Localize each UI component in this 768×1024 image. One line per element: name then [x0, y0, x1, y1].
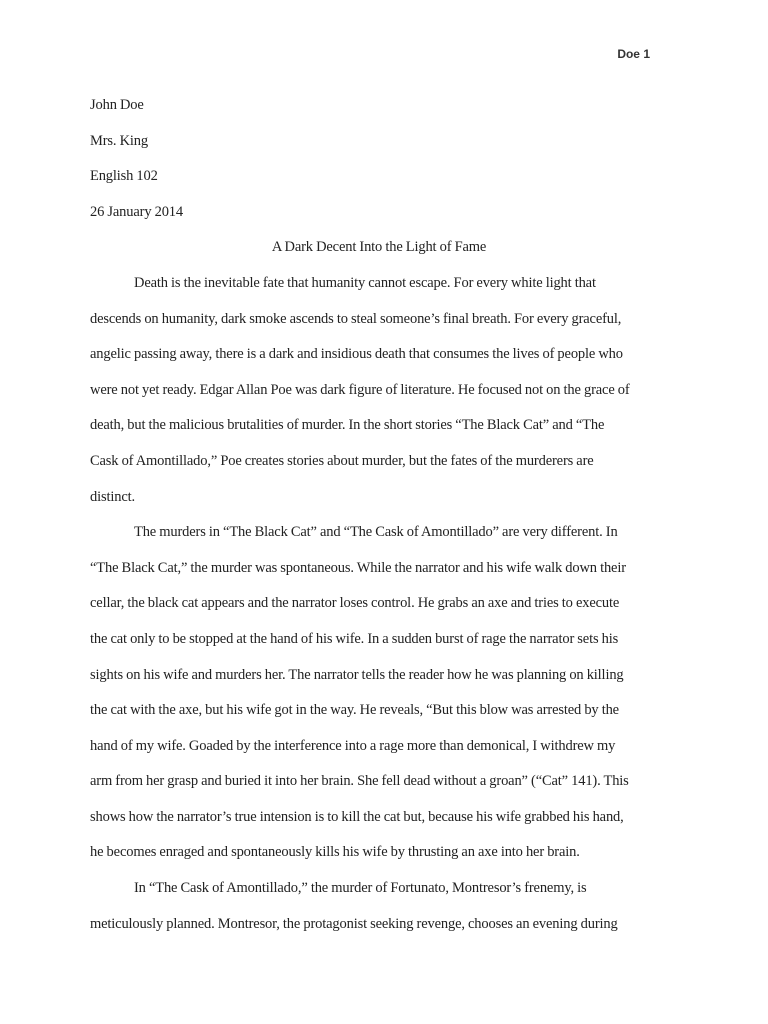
instructor-name: Mrs. King: [90, 132, 148, 149]
text-line: the cat only to be stopped at the hand of his wife. In a sudden burst of rage the narrator sets his: [90, 630, 619, 647]
text-line: death, but the malicious brutalities of murder. In the short stories “The Black Cat” and “The: [90, 417, 605, 434]
text-line: Cask of Amontillado,” Poe creates stories about murder, but the fates of the murderers are: [90, 452, 594, 469]
paragraph-3: [90, 871, 668, 942]
text-line: Death is the inevitable fate that humanity cannot escape. For every white light that: [134, 274, 596, 291]
paragraph-1: [90, 266, 668, 515]
course-name: English 102: [90, 168, 158, 185]
text-line: the cat with the axe, but his wife got in the way. He reveals, “But this blow was arrested by the: [90, 702, 619, 719]
text-line: arm from her grasp and buried it into her brain. She fell dead without a groan” (“Cat” 141). This: [90, 773, 629, 790]
author-name: John Doe: [90, 97, 144, 113]
essay-body: [90, 88, 668, 942]
text-line: he becomes enraged and spontaneously kills his wife by thrusting an axe into her brain.: [90, 844, 580, 861]
text-line: “The Black Cat,” the murder was spontaneous. While the narrator and his wife walk down their: [90, 559, 626, 576]
text-line: sights on his wife and murders her. The narrator tells the reader how he was planning on killing: [90, 666, 624, 683]
text-line: angelic passing away, there is a dark and insidious death that consumes the lives of people who: [90, 346, 623, 363]
essay-title: A Dark Decent Into the Light of Fame: [271, 239, 487, 256]
text-line: were not yet ready. Edgar Allan Poe was dark figure of literature. He focused not on the grace of: [90, 381, 630, 398]
running-head: Doe 1: [617, 47, 650, 61]
essay-date: 26 January 2014: [90, 203, 183, 220]
paragraph-2: [90, 515, 668, 871]
text-line: In “The Cask of Amontillado,” the murder of Fortunato, Montresor’s frenemy, is: [134, 880, 587, 897]
text-line: hand of my wife. Goaded by the interference into a rage more than demonical, I withdrew my: [90, 737, 616, 754]
text-line: distinct.: [90, 488, 135, 505]
text-line: shows how the narrator’s true intension is to kill the cat but, because his wife grabbed his hand,: [90, 808, 624, 825]
text-line: meticulously planned. Montresor, the protagonist seeking revenge, chooses an evening during: [90, 915, 618, 932]
text-line: cellar, the black cat appears and the narrator loses control. He grabs an axe and tries to execute: [90, 595, 620, 612]
text-line: The murders in “The Black Cat” and “The Cask of Amontillado” are very different. In: [134, 524, 618, 541]
text-line: descends on humanity, dark smoke ascends to steal someone’s final breath. For every graceful,: [90, 310, 622, 327]
